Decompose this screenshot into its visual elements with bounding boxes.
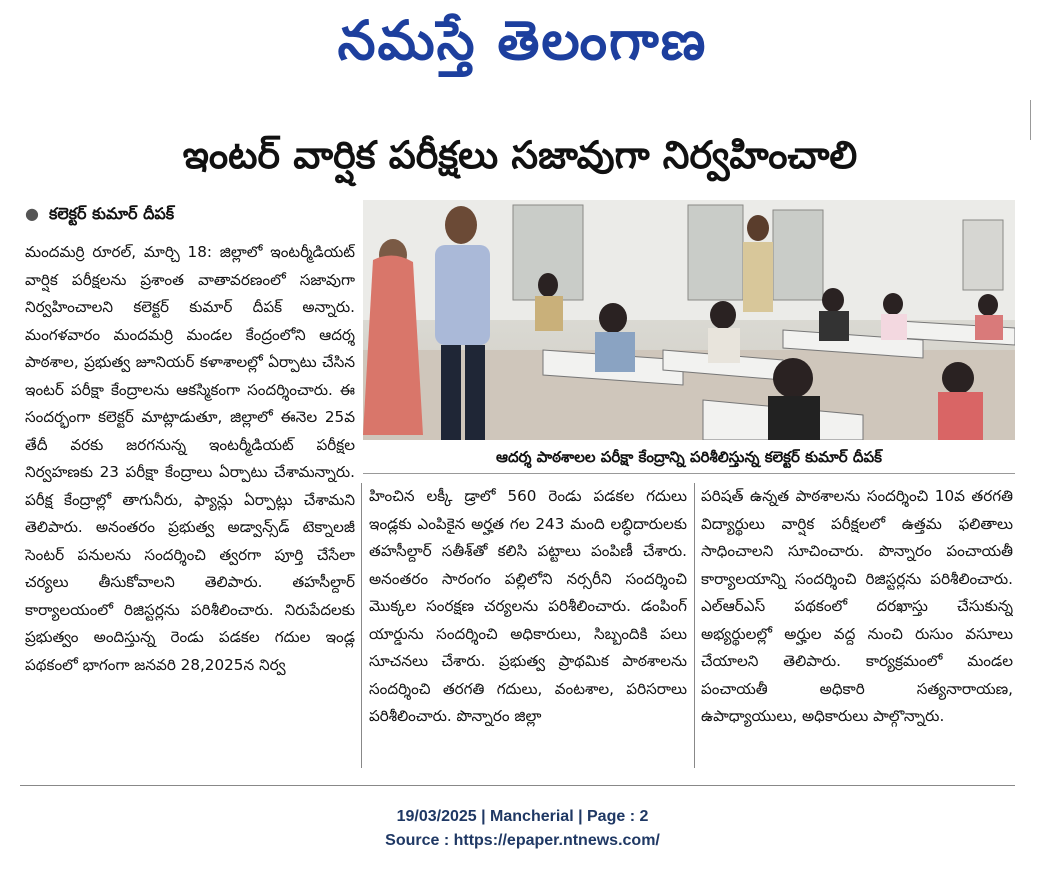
byline-text: కలెక్టర్ కుమార్ దీపక్ bbox=[48, 204, 175, 223]
bullet-icon: ● bbox=[25, 204, 39, 223]
article-byline bbox=[25, 203, 174, 225]
footer-dateline: 19/03/2025 | Mancherial | Page : 2 bbox=[396, 808, 649, 825]
classroom-photo-illustration bbox=[363, 200, 1015, 440]
masthead-title: నమస్తే తెలంగాణ bbox=[337, 9, 708, 72]
column-divider bbox=[361, 483, 362, 768]
article-column-3: పరిషత్ ఉన్నత పాఠశాలను సందర్శించి 10వ తరగతి విద్యార్థులు వార్షిక పరీక్షలలో ఉత్తమ ఫలితాలు సాధించాలని సూచించారు. పొన్నారం పంచాయతీ కార్యాలయాన్ని సందర్శించి రిజిస్టర్లను పరిశీలించారు. ఎల్ఆర్ఎస్ పథకంలో దరఖాస్తు చేసుకున్న అభ్యర్థులల్లో అర్హుల వద్ద నుంచి రుసుం వసూలు చేయాలని తెలిపారు. కార్యక్రమంలో మండల పంచాయతీ అధికారి సత్యనారాయణ, ఉపాధ్యాయులు, అధికారులు పాల్గొన్నారు. bbox=[701, 487, 1013, 725]
footer-divider bbox=[20, 785, 1015, 786]
article-headline: ఇంటర్ వార్షిక పరీక్షలు సజావుగా నిర్వహించాలి bbox=[182, 133, 858, 177]
caption-divider bbox=[363, 473, 1015, 474]
column-divider bbox=[694, 483, 695, 768]
article-photo bbox=[363, 200, 1015, 440]
divider bbox=[1030, 100, 1031, 140]
article-column-2: హించిన లక్కీ డ్రాలో 560 రెండు పడకల గదులు ఇండ్లకు ఎంపికైన అర్హత గల 243 మంది లబ్ధిదారులకు తహసీల్దార్ సతీశ్‌తో కలిసి పట్టాలు పంపిణీ చేశారు. అనంతరం సారంగం పల్లిలోని నర్సరీని సందర్శించి మొక్కల సంరక్షణ చర్యలను పరిశీలించారు. డంపింగ్ యార్డును సందర్శించి అధికారులు, సిబ్బందికి పలు సూచనలు చేశారు. ప్రభుత్వ ప్రాథమిక పాఠశాలను సందర్శించి తరగతి గదులు, వంటశాల, పరిసరాలు పరిశీలించారు. పొన్నారం జిల్లా bbox=[369, 487, 687, 725]
footer-source-link[interactable]: Source : https://epaper.ntnews.com/ bbox=[385, 832, 660, 849]
photo-caption: ఆదర్శ పాఠశాలల పరీక్షా కేంద్రాన్ని పరిశీలిస్తున్న కలెక్టర్ కుమార్ దీపక్ bbox=[495, 448, 883, 466]
article-column-1: మందమర్రి రూరల్, మార్చి 18: జిల్లాలో ఇంటర్మీడియట్ వార్షిక పరీక్షలను ప్రశాంత వాతావరణంలో సజావుగా నిర్వహించాలని కలెక్టర్ కుమార్ దీపక్ అన్నారు. మంగళవారం మందమర్రి మండల కేంద్రంలోని ఆదర్శ పాఠశాల, ప్రభుత్వ జూనియర్ కళాశాలల్లో ఏర్పాటు చేసిన ఇంటర్ పరీక్షా కేంద్రాలను ఆకస్మికంగా సందర్శించారు. ఈ సందర్భంగా కలెక్టర్ మాట్లాడుతూ, జిల్లాలో ఈనెల 25వ తేదీ వరకు జరగనున్న ఇంటర్మీడియట్ పరీక్షల నిర్వహణకు 23 పరీక్షా కేంద్రాలు ఏర్పాటు చేశామన్నారు. పరీక్ష కేంద్రాల్లో తాగునీరు, ఫ్యాన్లు ఏర్పాట్లు చేశామని తెలిపారు. అనంతరం ప్రభుత్వ అడ్వాన్స్‌డ్ టెక్నాలజీ సెంటర్ పనులను సందర్శించి త్వరగా పూర్తి చేసేలా చర్యలు తీసుకోవాలని తెలిపారు. తహసీల్దార్ కార్యాలయంలో రిజిస్టర్లను పరిశీలించారు. నిరుపేదలకు ప్రభుత్వం అందిస్తున్న రెండు పడకల గదుల ఇండ్ల పథకంలో భాగంగా జనవరి 28,2025న నిర్వ bbox=[25, 243, 355, 674]
